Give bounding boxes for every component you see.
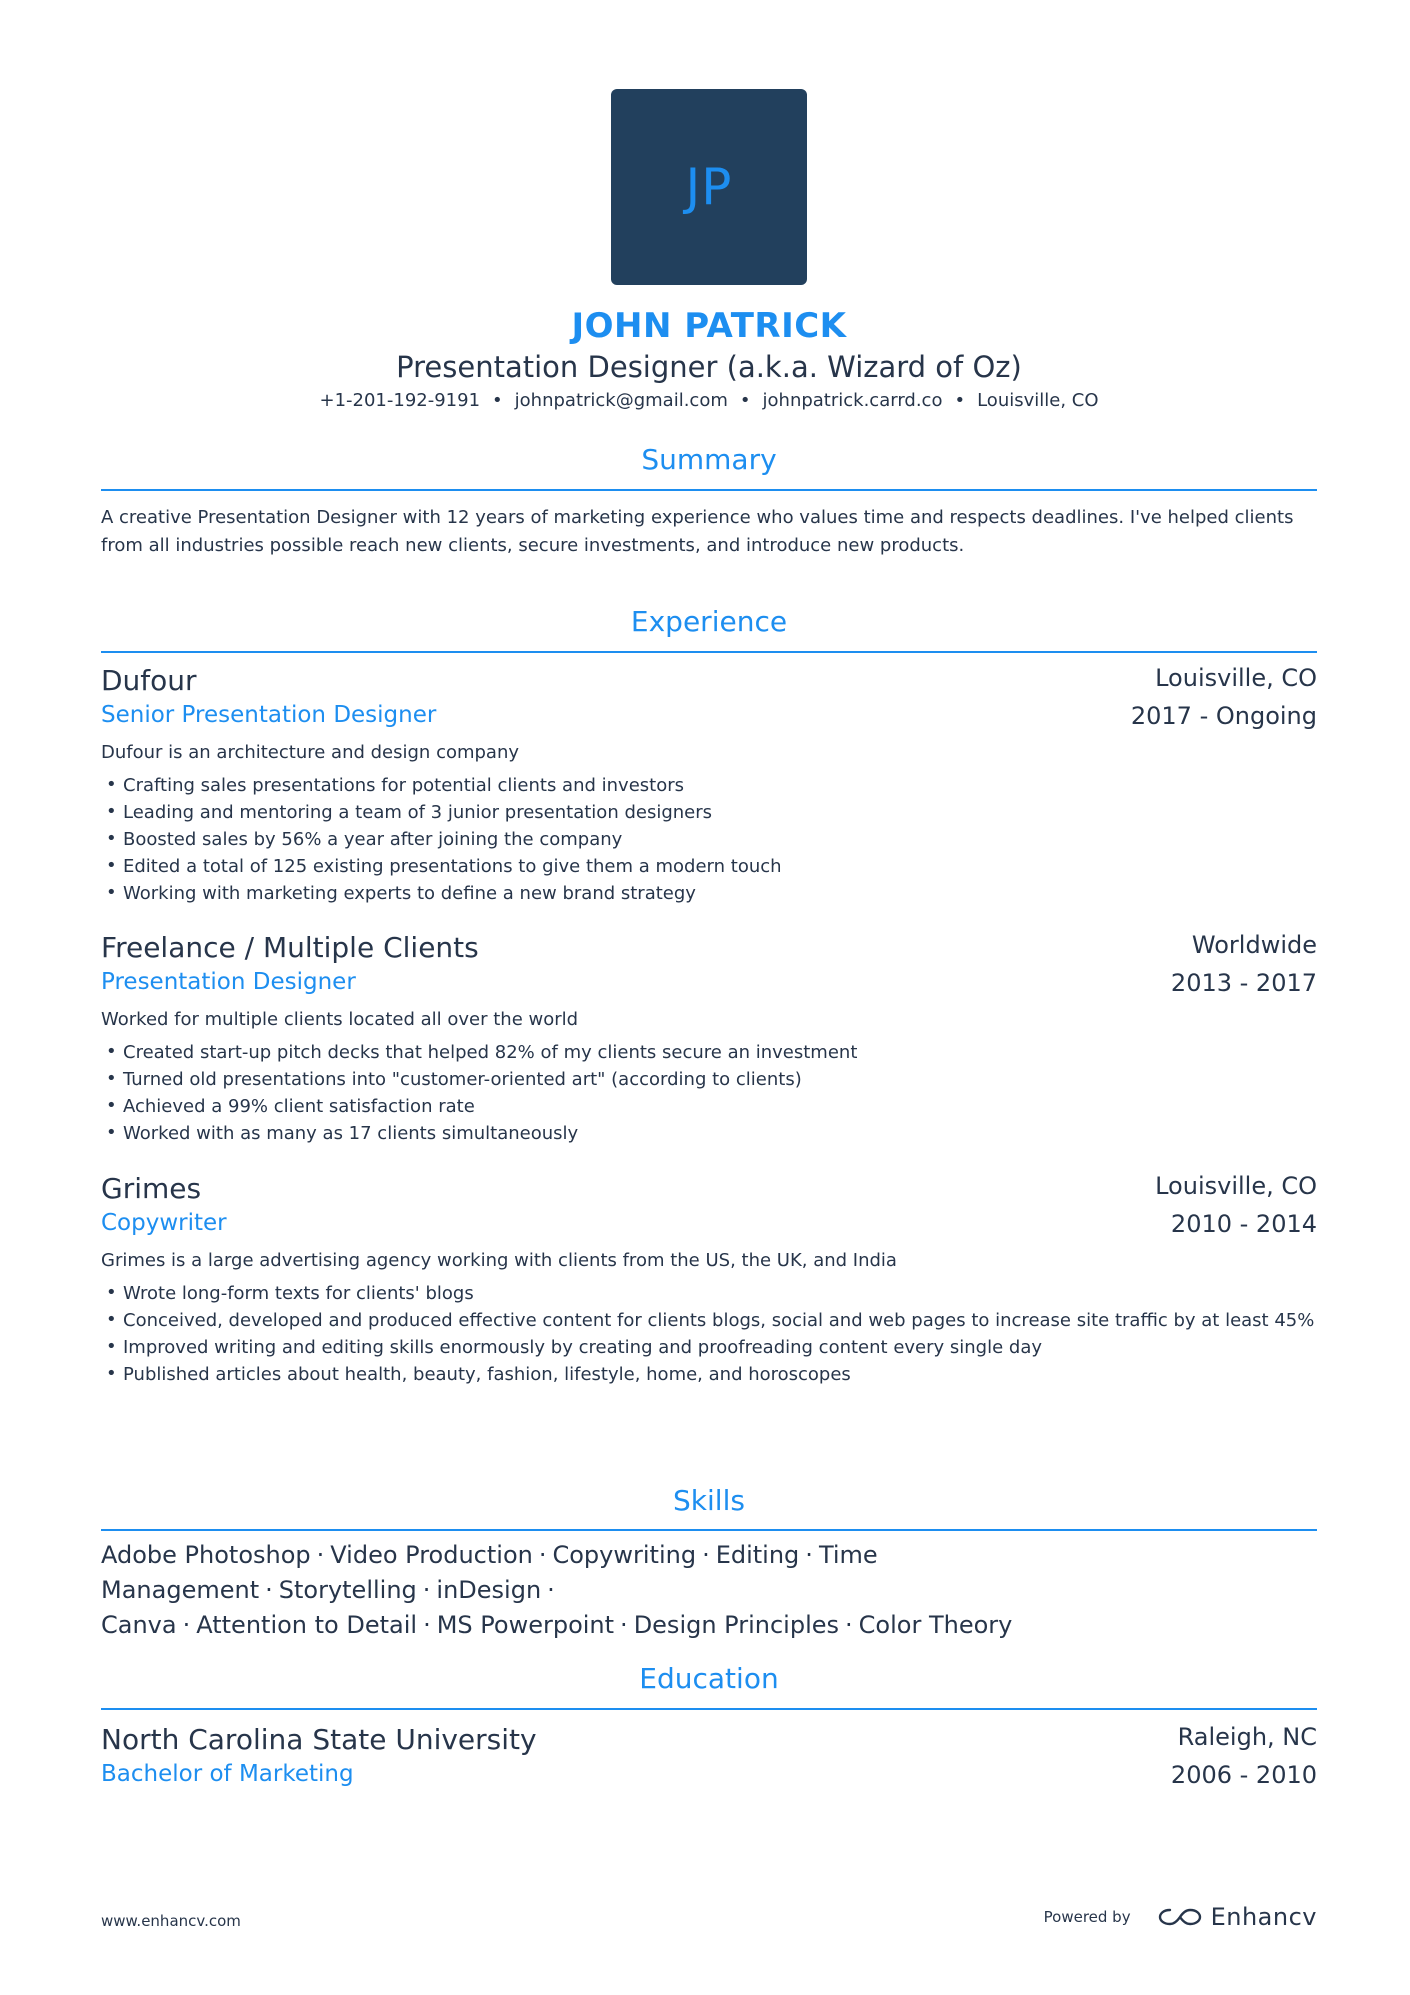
location-text: Louisville, CO: [977, 390, 1099, 411]
footer-url[interactable]: www.enhancv.com: [101, 1912, 241, 1930]
achievement-item: • Turned old presentations into "customer-oriented art" (according to clients): [101, 1066, 1317, 1093]
skill-separator: ·: [182, 1611, 191, 1639]
company-name: Grimes: [101, 1172, 202, 1205]
contact-separator: •: [954, 390, 966, 411]
avatar: [611, 89, 807, 285]
skill-separator: ·: [702, 1541, 710, 1569]
skill-separator: ·: [805, 1541, 813, 1569]
achievement-item: • Edited a total of 125 existing presentations to give them a modern touch: [101, 853, 1317, 880]
achievement-list: [101, 772, 1317, 907]
skill-separator: ·: [316, 1541, 325, 1569]
job-dates: 2013 - 2017: [1170, 969, 1317, 997]
skill-separator: ·: [547, 1576, 555, 1604]
candidate-name: JOHN PATRICK: [571, 306, 847, 346]
school-location: Raleigh, NC: [1177, 1723, 1317, 1751]
powered-by-label: Powered by: [1043, 1908, 1131, 1926]
skill-item: Editing: [715, 1541, 800, 1569]
achievement-list: [101, 1039, 1317, 1147]
job-location: Louisville, CO: [1155, 1172, 1317, 1200]
skill-item: Color Theory: [858, 1611, 1013, 1639]
company-description: Dufour is an architecture and design company: [101, 742, 520, 763]
website-link[interactable]: johnpatrick.carrd.co: [762, 390, 943, 411]
footer-brand: [1044, 1903, 1317, 1931]
skill-item: MS Powerpoint: [436, 1611, 615, 1639]
job-dates: 2010 - 2014: [1170, 1210, 1317, 1238]
summary-text: A creative Presentation Designer with 12 years of marketing experience who values time and respects deadlines. I've helped clients from all industries possible reach new clients, secure investments, and introduce new products.: [101, 507, 1294, 556]
achievement-item: • Boosted sales by 56% a year after joining the company: [101, 826, 1317, 853]
skill-item: Adobe Photoshop: [101, 1541, 311, 1569]
degree-title: Bachelor of Marketing: [101, 1761, 354, 1787]
achievement-item: • Leading and mentoring a team of 3 junior presentation designers: [101, 799, 1317, 826]
contact-separator: •: [492, 390, 503, 411]
section-title-skills: Skills: [673, 1484, 745, 1517]
section-title-summary: Summary: [641, 443, 777, 476]
school-name: North Carolina State University: [101, 1723, 537, 1756]
skill-item: Video Production: [330, 1541, 533, 1569]
achievement-item: • Conceived, developed and produced effective content for clients blogs, social and web pages to increase site traffic by at least 45%: [101, 1307, 1317, 1334]
achievement-item: • Published articles about health, beauty, fashion, lifestyle, home, and horoscopes: [101, 1361, 1317, 1388]
achievement-item: • Crafting sales presentations for potential clients and investors: [101, 772, 1317, 799]
company-name: Freelance / Multiple Clients: [101, 931, 479, 964]
section-title-education: Education: [639, 1662, 779, 1695]
resume-page: [101, 0, 1317, 1995]
skill-item: inDesign: [436, 1576, 542, 1604]
achievement-item: • Working with marketing experts to define a new brand strategy: [101, 880, 1317, 907]
skill-separator: ·: [845, 1611, 853, 1639]
achievement-item: • Created start-up pitch decks that helped 82% of my clients secure an investment: [101, 1039, 1317, 1066]
achievement-list: [101, 1280, 1317, 1388]
avatar-initials: JP: [685, 158, 733, 216]
skill-item: Storytelling: [278, 1576, 417, 1604]
section-divider: [101, 651, 1317, 653]
skills-list: [101, 1538, 1317, 1643]
job-title: Senior Presentation Designer: [101, 702, 437, 728]
skill-separator: ·: [620, 1611, 628, 1639]
skill-item: Copywriting: [552, 1541, 697, 1569]
achievement-item: • Worked with as many as 17 clients simultaneously: [101, 1120, 1317, 1147]
skill-separator: ·: [538, 1541, 547, 1569]
section-divider: [101, 489, 1317, 491]
skill-separator: ·: [265, 1576, 273, 1604]
enhancv-logo-icon: [1157, 1906, 1203, 1928]
section-title-experience: Experience: [630, 605, 788, 638]
company-name: Dufour: [101, 664, 197, 697]
skill-item: Canva: [101, 1611, 177, 1639]
company-description: Grimes is a large advertising agency working with clients from the US, the UK, and India: [101, 1250, 897, 1271]
candidate-headline: Presentation Designer (a.k.a. Wizard of Oz): [396, 350, 1022, 384]
achievement-item: • Improved writing and editing skills enormously by creating and proofreading content every single day: [101, 1334, 1317, 1361]
contact-line: [101, 390, 1317, 411]
skill-item: Design Principles: [633, 1611, 840, 1639]
job-title: Presentation Designer: [101, 969, 356, 995]
contact-separator: •: [739, 390, 751, 411]
skill-separator: ·: [422, 1576, 431, 1604]
education-dates: 2006 - 2010: [1170, 1761, 1317, 1789]
achievement-item: • Achieved a 99% client satisfaction rate: [101, 1093, 1317, 1120]
job-title: Copywriter: [101, 1210, 227, 1236]
section-divider: [101, 1529, 1317, 1531]
achievement-item: • Wrote long-form texts for clients' blogs: [101, 1280, 1317, 1307]
section-divider: [101, 1708, 1317, 1710]
job-dates: 2017 - Ongoing: [1130, 702, 1317, 730]
job-location: Louisville, CO: [1155, 664, 1317, 692]
email-link[interactable]: johnpatrick@gmail.com: [514, 390, 728, 411]
phone-number[interactable]: +1-201-192-9191: [319, 390, 481, 411]
skill-item: Time Management: [101, 1541, 878, 1604]
skill-item: Attention to Detail: [196, 1611, 418, 1639]
job-location: Worldwide: [1191, 931, 1317, 959]
enhancv-logo[interactable]: [1157, 1903, 1317, 1931]
enhancv-logo-text: Enhancv: [1210, 1903, 1317, 1931]
company-description: Worked for multiple clients located all over the world: [101, 1009, 579, 1030]
skill-separator: ·: [423, 1611, 431, 1639]
